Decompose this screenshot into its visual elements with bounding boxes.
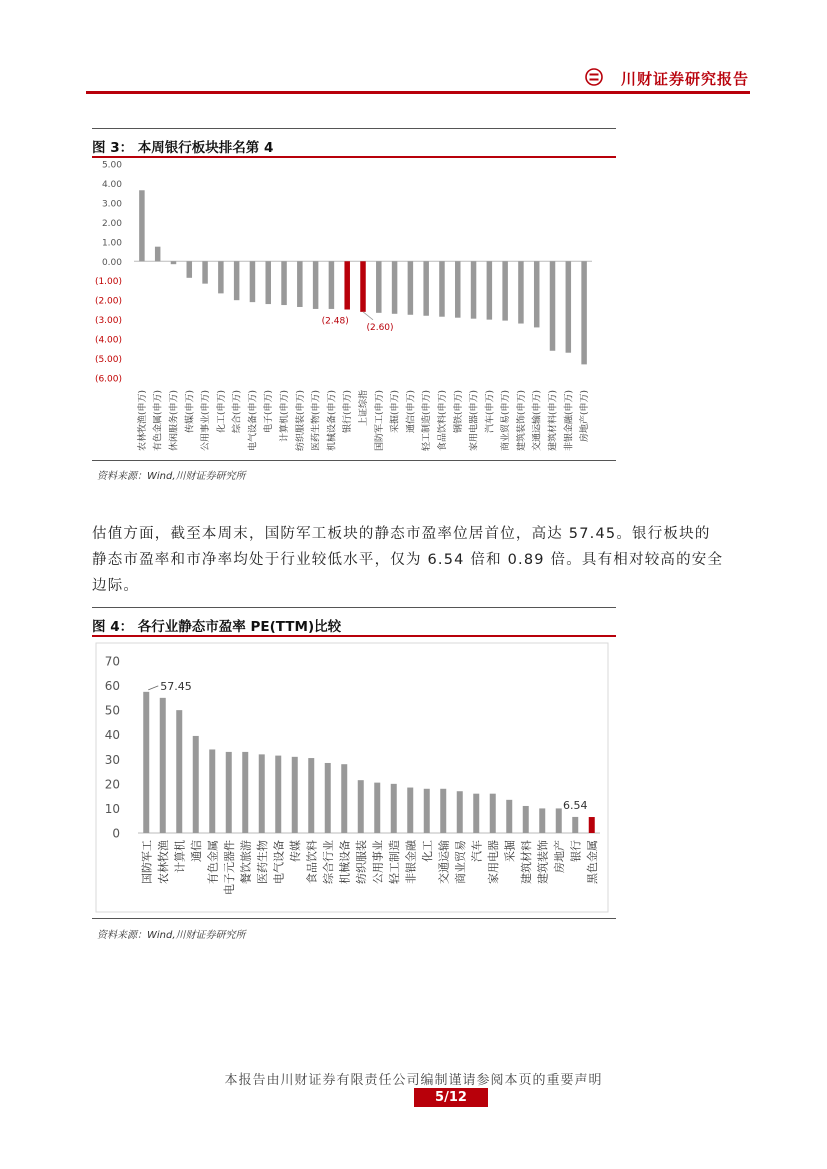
figure4-bar: [539, 808, 545, 833]
figure4-category-label: 房地产: [552, 840, 566, 873]
figure3-data-label: (2.60): [366, 322, 394, 333]
figure3-category-label: 电子(申万): [264, 390, 275, 434]
figure4-bar: [176, 710, 182, 833]
figure3-category-label: 农林牧渔(申万): [137, 390, 148, 452]
figure3-category-label: 公用事业(申万): [201, 390, 212, 452]
figure3-bar: [518, 261, 524, 323]
figure3-bar: [171, 261, 177, 264]
figure4-bar: [556, 808, 562, 833]
figure4-bar: [308, 758, 314, 833]
figure3-category-label: 综合(申万): [232, 390, 243, 434]
figure3-category-label: 医药生物(申万): [311, 390, 322, 452]
figure3-bar: [360, 261, 366, 312]
figure4-category-label: 银行: [569, 840, 583, 862]
figure3-bar: [250, 261, 256, 302]
figure3-bar: [502, 261, 508, 320]
figure4-ytick-label: 60: [104, 679, 120, 694]
figure4-bar: [572, 817, 578, 833]
figure3-category-label: 建筑装饰(申万): [516, 390, 527, 452]
figure3-bar: [550, 261, 556, 350]
figure4-bar: [589, 817, 595, 833]
figure3-bar: [265, 261, 271, 304]
figure4-bar: [341, 764, 347, 833]
figure3-top-rule: [92, 128, 616, 129]
brand-logo-icon: [585, 68, 603, 86]
figure4-category-label: 交通运输: [437, 840, 451, 884]
figure3-category-label: 交通运输(申万): [532, 390, 543, 452]
figure4-category-label: 公用事业: [371, 840, 385, 884]
figure4-bar: [440, 789, 446, 833]
figure3-category-label: 银行(申万): [343, 390, 354, 434]
figure3-source: 资料来源：Wind,川财证券研究所: [97, 471, 246, 482]
figure3-bar: [344, 261, 350, 309]
figure4-bar: [490, 794, 496, 833]
figure4-category-label: 有色金属: [206, 840, 220, 884]
figure4-bar: [259, 754, 265, 833]
figure4-category-label: 电气设备: [272, 840, 286, 884]
figure4-category-label: 纺织服装: [354, 840, 368, 884]
figure3-category-label: 食品饮料(申万): [437, 390, 448, 452]
figure3-bar: [202, 261, 208, 283]
figure3-category-label: 非银金融(申万): [564, 390, 575, 452]
figure3-category-label: 上证综指: [359, 390, 369, 427]
figure4-ytick-label: 20: [104, 777, 120, 792]
figure3-title: 图 3： 本周银行板块排名第 4: [92, 140, 274, 156]
figure4-title: 图 4： 各行业静态市盈率 PE(TTM)比较: [92, 619, 342, 635]
figure4-category-label: 食品饮料: [305, 840, 319, 884]
figure4-category-label: 综合行业: [321, 840, 335, 884]
figure3-bar: [313, 261, 319, 309]
figure3-bar: [187, 261, 193, 278]
figure4-category-label: 化工: [420, 840, 434, 862]
figure3-bar: [534, 261, 540, 327]
figure4-bar: [506, 800, 512, 833]
figure4-bar: [292, 757, 298, 833]
figure3-bar: [439, 261, 445, 316]
figure4-category-label: 农林牧渔: [156, 840, 170, 884]
figure3-label-leader: [363, 312, 373, 320]
figure4-ytick-label: 0: [112, 826, 120, 841]
figure3-ytick-label: 3.00: [101, 199, 122, 210]
figure3-category-label: 化工(申万): [216, 390, 227, 434]
figure3-ytick-label: 2.00: [101, 218, 122, 229]
figure4-data-label: 6.54: [563, 798, 588, 812]
figure4-category-label: 餐饮旅游: [239, 840, 253, 884]
figure4-ytick-label: 40: [104, 728, 120, 743]
figure4-data-label: 57.45: [160, 679, 192, 693]
figure3-bar: [329, 261, 335, 309]
figure4-bar: [143, 692, 149, 833]
figure3-bar: [487, 261, 493, 319]
figure4-bar: [391, 784, 397, 833]
figure4-category-label: 国防军工: [140, 840, 154, 884]
figure3-ytick-label: (5.00): [94, 355, 122, 366]
figure3-bar: [566, 261, 572, 352]
figure3-bar: [471, 261, 477, 318]
figure4-category-label: 商业贸易: [453, 840, 467, 884]
figure3-category-label: 计算机(申万): [280, 390, 291, 443]
figure3-ytick-label: 4.00: [101, 179, 122, 190]
figure3-category-label: 国防军工(申万): [374, 390, 385, 452]
figure4-category-label: 汽车: [470, 840, 484, 862]
figure4-bottom-rule: [92, 918, 616, 919]
figure3-category-label: 家用电器(申万): [469, 390, 480, 452]
figure4-top-rule: [92, 607, 616, 608]
figure4-category-label: 机械设备: [338, 840, 352, 884]
figure3-category-label: 纺织服装(申万): [295, 390, 306, 452]
figure3-category-label: 电气设备(申万): [248, 390, 259, 452]
figure4-ytick-label: 10: [104, 801, 120, 816]
figure3-category-label: 有色金属(申万): [153, 390, 164, 452]
page-number: 5/12: [414, 1088, 488, 1107]
figure4-category-label: 建筑装饰: [536, 840, 550, 884]
figure3-category-label: 汽车(申万): [485, 390, 496, 434]
figure4-source: 资料来源：Wind,川财证券研究所: [97, 930, 246, 941]
figure3-bar: [392, 261, 398, 314]
figure3-bar: [139, 190, 145, 261]
figure3-category-label: 房地产(申万): [580, 390, 591, 443]
figure4-category-label: 非银金融: [404, 840, 418, 884]
figure4-category-label: 医药生物: [255, 840, 269, 884]
figure4-bar: [473, 794, 479, 833]
figure3-category-label: 传媒(申万): [185, 390, 196, 434]
footer-disclaimer: 本报告由川财证券有限责任公司编制谨请参阅本页的重要声明: [224, 1073, 603, 1088]
body-paragraph-line-1: 估值方面，截至本周末，国防军工板块的静态市盈率位居首位，高达 57.45。银行板块的: [92, 526, 711, 542]
figure3-category-label: 机械设备(申万): [327, 390, 338, 452]
figure4-category-label: 通信: [189, 840, 203, 862]
figure3-ytick-label: (3.00): [94, 316, 122, 327]
figure3-category-label: 休闲服务(申万): [169, 390, 180, 452]
figure3-category-label: 通信(申万): [406, 390, 417, 434]
figure3-ytick-label: (1.00): [94, 277, 122, 288]
figure4-ytick-label: 30: [104, 752, 120, 767]
figure3-category-label: 商业贸易(申万): [501, 390, 512, 452]
figure3-ytick-label: 1.00: [101, 238, 122, 249]
figure3-ytick-label: 0.00: [101, 257, 122, 268]
figure3-bottom-rule: [92, 460, 616, 461]
figure3-bar: [155, 247, 161, 262]
figure4-category-label: 电子元器件: [222, 840, 236, 895]
figure3-category-label: 采掘(申万): [390, 390, 401, 434]
figure4-bar: [325, 763, 331, 833]
body-paragraph-line-2: 静态市盈率和市净率均处于行业较低水平，仅为 6.54 倍和 0.89 倍。具有相对较高的安全: [92, 552, 724, 568]
figure3-bar: [455, 261, 461, 317]
figure4-bar: [242, 752, 248, 833]
figure4-category-label: 建筑材料: [519, 840, 533, 884]
figure4-category-label: 传媒: [288, 840, 302, 862]
figure4-bar: [523, 806, 529, 833]
figure4-category-label: 轻工制造: [387, 840, 401, 884]
figure3-ytick-label: 5.00: [101, 160, 122, 171]
figure4-bar: [160, 698, 166, 833]
figure3-bar: [581, 261, 587, 364]
figure4-category-label: 采掘: [503, 840, 517, 862]
figure3-bar: [297, 261, 303, 307]
figure4-bar: [193, 736, 199, 833]
figure4-bar: [226, 752, 232, 833]
figure3-category-label: 建筑材料(申万): [548, 390, 559, 452]
figure4-bar: [407, 788, 413, 833]
figure3-chart: [92, 158, 616, 460]
header-divider: [86, 91, 750, 94]
body-paragraph-line-3: 边际。: [92, 578, 140, 594]
figure3-bar: [408, 261, 414, 315]
figure3-category-label: 轻工制造(申万): [422, 390, 433, 452]
figure4-bar: [424, 789, 430, 833]
figure4-bar: [275, 756, 281, 833]
figure4-chart: [92, 637, 616, 918]
figure3-ytick-label: (6.00): [94, 374, 122, 385]
figure3-ytick-label: (4.00): [94, 335, 122, 346]
header-brand: 川财证券研究报告: [620, 70, 749, 88]
figure4-bar: [374, 783, 380, 833]
figure4-ytick-label: 50: [104, 703, 120, 718]
figure3-bar: [376, 261, 382, 313]
figure3-ytick-label: (2.00): [94, 296, 122, 307]
figure4-category-label: 黑色金属: [585, 840, 599, 884]
figure3-data-label: (2.48): [321, 316, 349, 327]
figure4-category-label: 家用电器: [486, 840, 500, 884]
figure4-bar: [457, 791, 463, 833]
figure3-bar: [423, 261, 429, 315]
figure4-bar: [209, 749, 215, 833]
figure4-category-label: 计算机: [173, 840, 187, 873]
figure4-ytick-label: 70: [104, 654, 120, 669]
figure3-bar: [218, 261, 224, 293]
figure4-bar: [358, 780, 364, 833]
figure3-bar: [234, 261, 240, 300]
figure3-bar: [281, 261, 287, 305]
figure3-category-label: 钢铁(申万): [453, 390, 464, 434]
